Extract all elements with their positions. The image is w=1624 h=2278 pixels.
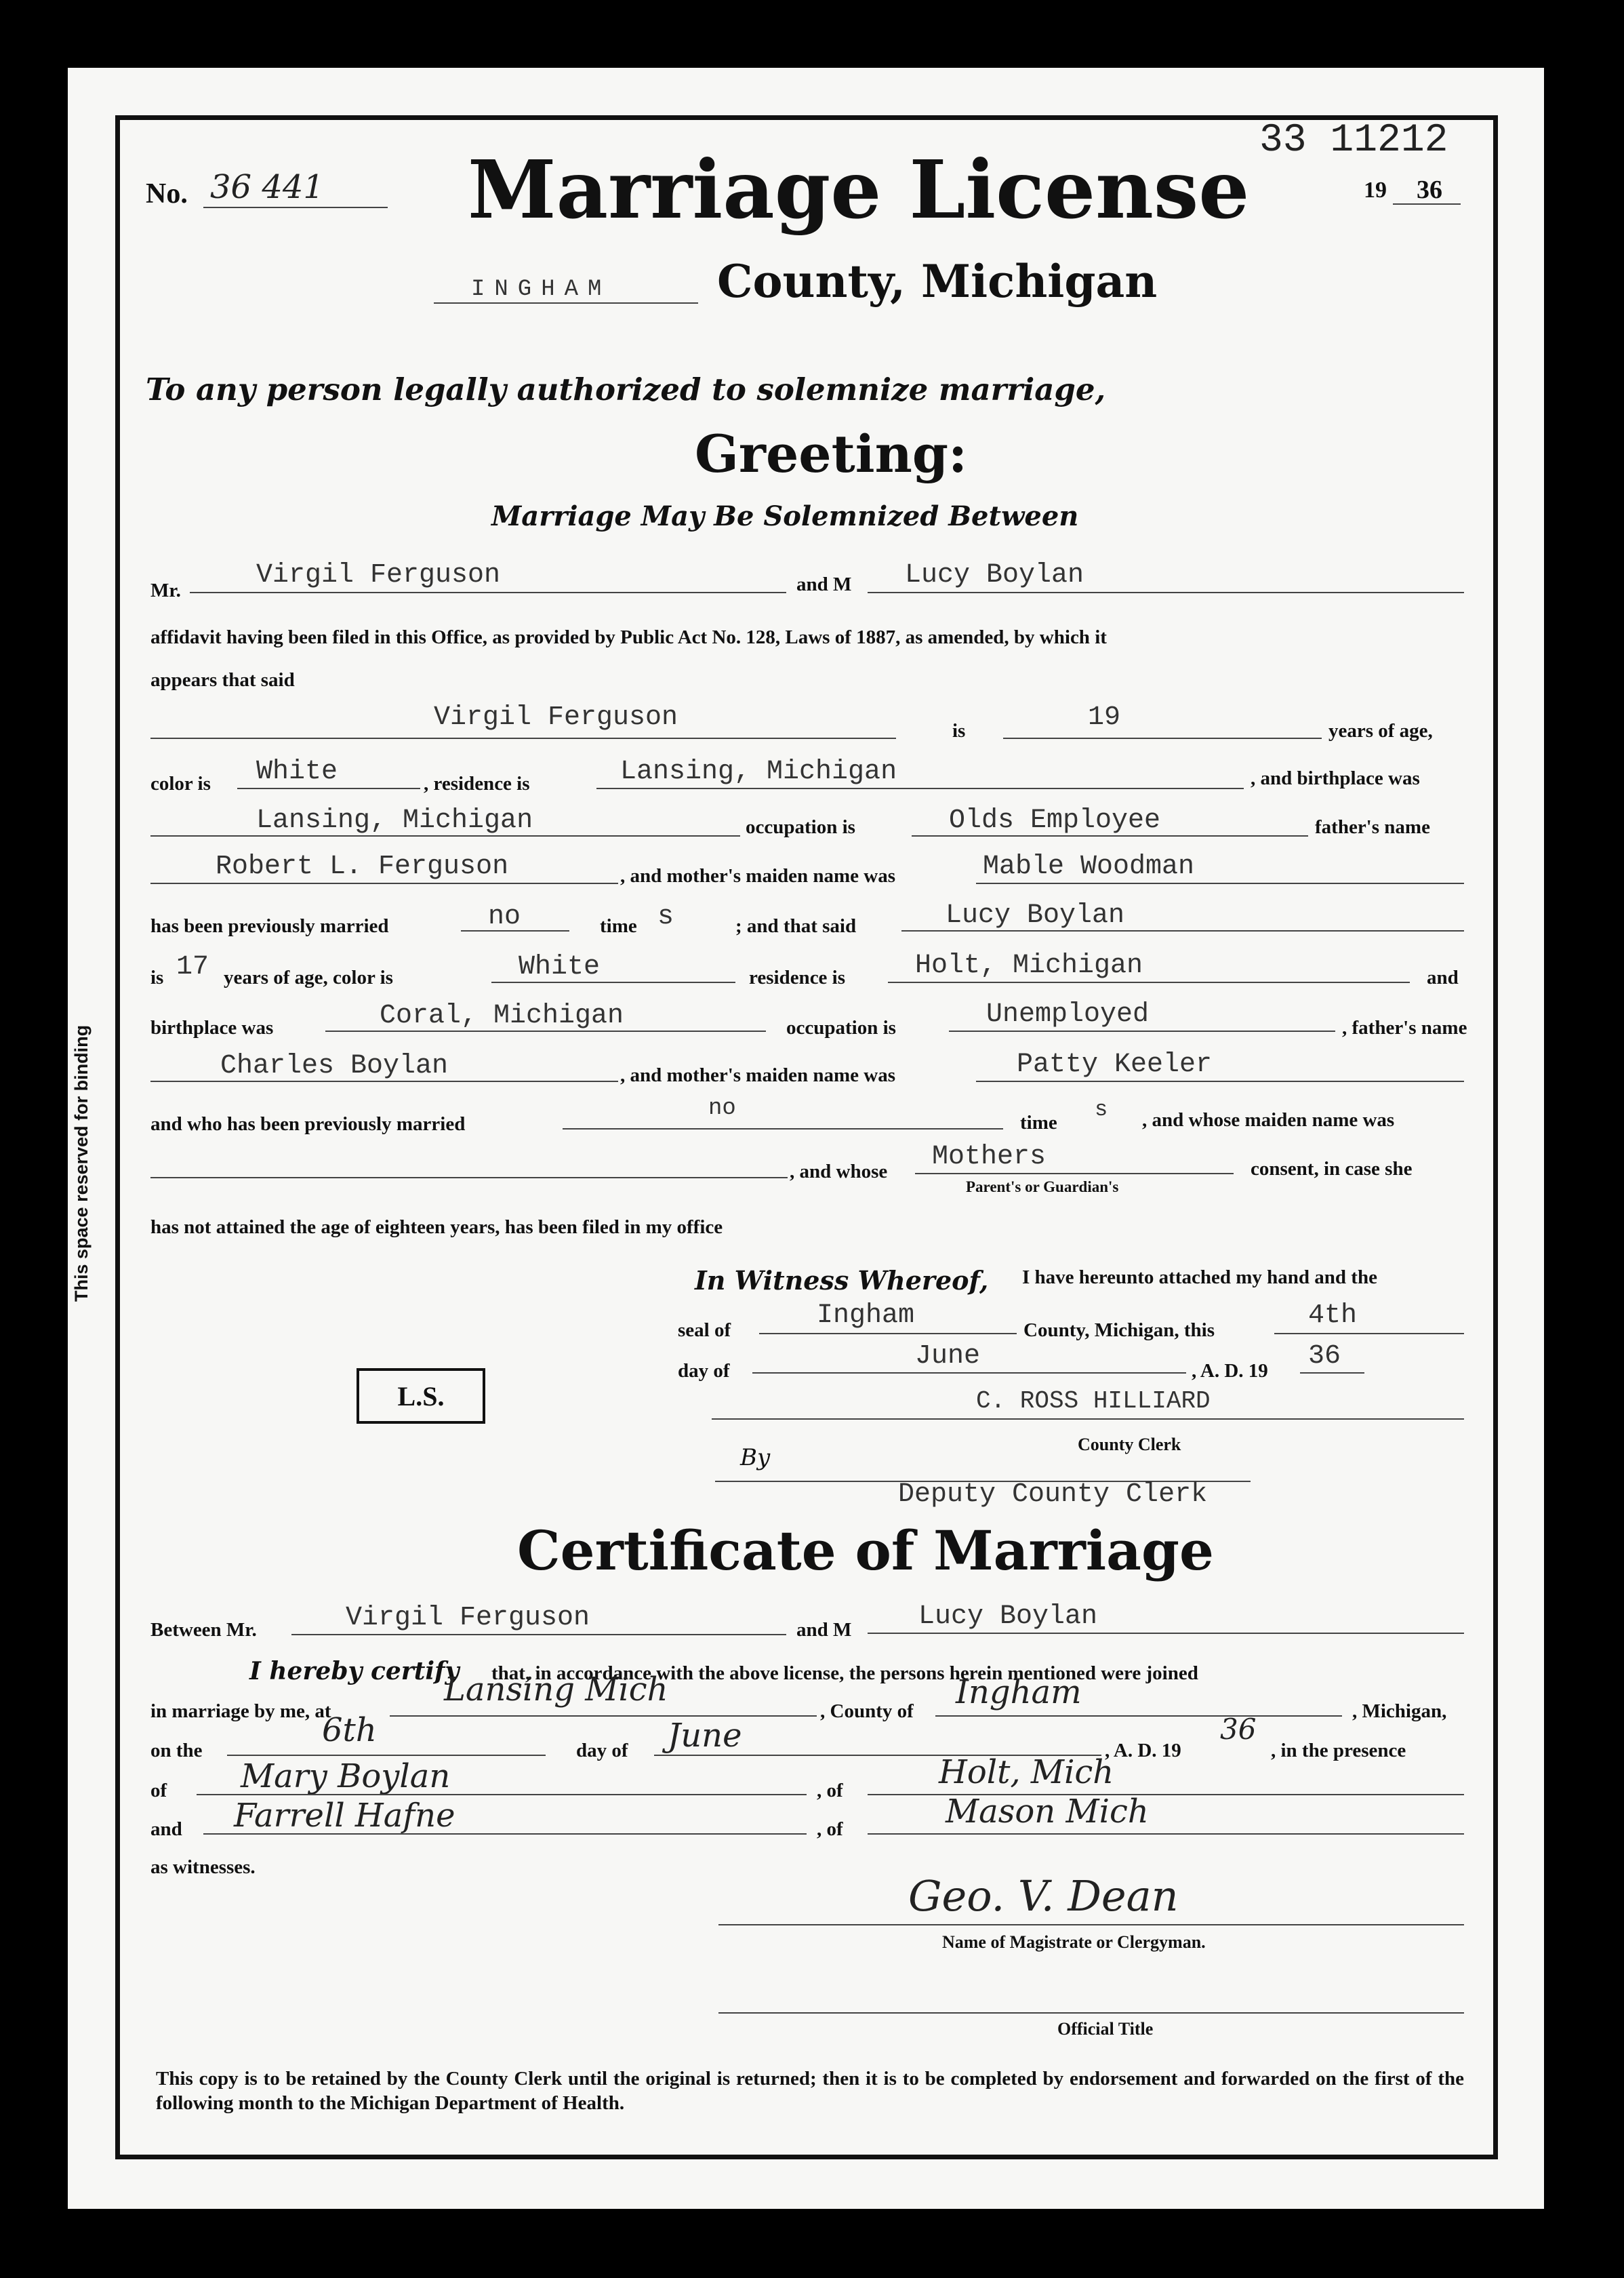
consent-label: consent, in case she [1251,1158,1413,1180]
groom-father-line [150,883,618,884]
groom-times: s [657,902,674,932]
groom-age-line [1003,738,1322,739]
signature-line [718,1924,1464,1925]
year-line [1393,203,1461,205]
bride-residence: Holt, Michigan [915,951,1143,981]
as-witnesses-label: as witnesses. [150,1856,256,1878]
marriage-place-line [390,1715,817,1717]
marriage-county: Ingham [956,1673,1082,1711]
groom-occupation-line [912,835,1308,837]
color-label: color is [150,773,211,795]
county-name: INGHAM [471,277,611,302]
day-of-label: day of [678,1360,730,1382]
official-title-label: Official Title [1057,2019,1154,2039]
footer-note: This copy is to be retained by the County Clerk until the original is returned; then it is to be completed by endorsement and forwarded on the first of the following month to the Michigan Department of Health. [156,2068,1464,2114]
marriage-day-line [227,1755,546,1756]
marriage-day: 6th [322,1711,377,1749]
bride-father-line [150,1081,618,1082]
marriage-place: Lansing Mich [444,1671,668,1708]
witness-2: Farrell Hafne [234,1797,455,1835]
michigan-label: , Michigan, [1352,1700,1447,1722]
document-title: Marriage License [468,142,1250,237]
county-heading: County, Michigan [717,255,1158,308]
prev-married-label: has been previously married [150,915,389,937]
groom-occupation: Olds Employee [949,805,1161,836]
cert-bride: Lucy Boylan [918,1601,1098,1632]
bride-name-2: Lucy Boylan [946,900,1125,931]
seal-county-line [759,1333,1017,1334]
years-label: years of age, [1328,720,1433,742]
bride-name-line [868,592,1464,593]
and-that-said-label: ; and that said [735,915,857,937]
clerk-label: County Clerk [1078,1435,1181,1454]
cert-groom-line [291,1634,786,1635]
groom-prev-married: no [488,902,521,932]
birthplace-was-label: , and birthplace was [1251,767,1420,789]
clerk-name: C. ROSS HILLIARD [976,1387,1211,1415]
deputy-label: Deputy County Clerk [898,1479,1208,1510]
cert-ad-label: , A. D. 19 [1105,1740,1181,1761]
on-the-label: on the [150,1740,203,1761]
groom-name: Virgil Ferguson [256,560,501,591]
county-of-label: , County of [820,1700,914,1722]
is-label: is [952,720,966,742]
issue-month-line [752,1372,1186,1374]
mothers-maiden-label-2: , and mother's maiden name was [620,1064,896,1086]
residence-label-2: residence is [749,967,846,988]
bride-times: s [1095,1097,1108,1122]
bride-birthplace-line [325,1031,766,1032]
groom-mother-line [976,883,1464,884]
is-label-2: is [150,967,164,988]
time-label: time [600,915,637,937]
and-label: and [1427,967,1459,988]
issue-month: June [915,1341,981,1372]
issue-year: 36 [1308,1341,1341,1372]
whose-maiden-label: , and whose maiden name was [1142,1109,1395,1131]
groom-father: Robert L. Ferguson [216,852,509,882]
magistrate-label: Name of Magistrate or Clergyman. [942,1932,1206,1952]
bride-occupation: Unemployed [986,999,1150,1030]
bride-mother-line [976,1081,1464,1082]
maiden-name-line [150,1177,788,1178]
groom-name-2-line [150,738,896,739]
witness-1: Mary Boylan [241,1757,451,1795]
consent-value: Mothers [932,1142,1047,1172]
cert-day-of-label: day of [576,1740,628,1761]
document-border [115,115,1498,2159]
marriage-year: 36 [1220,1713,1257,1746]
occupation-label: occupation is [746,816,855,838]
and-m-label: and M [796,574,852,595]
cert-groom: Virgil Ferguson [346,1603,590,1633]
appears-label: appears that said [150,669,295,691]
groom-birthplace-line [150,835,740,837]
seal-county: Ingham [817,1300,915,1331]
bride-color-line [491,982,735,983]
issue-day: 4th [1308,1300,1358,1331]
county-line [434,302,698,304]
issue-day-line [1274,1333,1464,1334]
serial-number: 33 11212 [1259,119,1448,163]
official-title-line [718,2012,1464,2014]
bride-name-2-line [901,930,1464,932]
ad-label: , A. D. 19 [1192,1360,1268,1382]
bride-age: 17 [176,952,209,982]
between-heading: Marriage May Be Solemnized Between [491,500,1079,532]
binding-note: This space reserved for binding [71,1024,92,1302]
bride-residence-line [888,982,1410,983]
by-label: By [740,1444,771,1471]
issue-year-line [1300,1372,1364,1374]
between-mr-label: Between Mr. [150,1619,257,1641]
witness-line-1: I have hereunto attached my hand and the [1022,1266,1377,1288]
of-label: of [150,1780,167,1801]
birthplace-label: birthplace was [150,1017,274,1039]
time-label-2: time [1020,1112,1057,1134]
presence-label: , in the presence [1271,1740,1406,1761]
clerk-line [712,1418,1464,1420]
occupation-label-2: occupation is [786,1017,896,1039]
of-label-3: , of [817,1818,843,1840]
witness-2-place: Mason Mich [946,1793,1149,1831]
seal-of-label: seal of [678,1319,731,1341]
groom-residence: Lansing, Michigan [620,757,897,787]
witness-heading: In Witness Whereof, [695,1265,989,1296]
year-suffix: 36 [1417,176,1442,204]
seal-box: L.S. [357,1368,485,1424]
mothers-maiden-label: , and mother's maiden name was [620,865,896,887]
groom-birthplace: Lansing, Michigan [256,805,533,836]
and-whose-label: , and whose [790,1161,888,1182]
residence-label: , residence is [424,773,530,795]
groom-name-2: Virgil Ferguson [434,702,678,733]
consent-line [915,1173,1234,1174]
years-color-label: years of age, color is [224,967,393,988]
cert-bride-line [868,1633,1464,1634]
witness-2-place-line [868,1833,1464,1835]
witness-2-line [203,1833,807,1835]
marriage-county-line [935,1715,1342,1717]
license-number-label: No. [146,178,188,209]
cert-and-m-label: and M [796,1619,852,1641]
certificate-title: Certificate of Marriage [517,1519,1214,1582]
county-michigan-label: County, Michigan, this [1023,1319,1215,1341]
witness-1-place: Holt, Mich [939,1753,1114,1791]
year-prefix: 19 [1364,178,1387,203]
bride-mother: Patty Keeler [1017,1050,1213,1080]
groom-name-line [190,592,786,593]
in-marriage-label: in marriage by me, at [150,1700,331,1722]
marriage-month: June [668,1717,742,1755]
mr-label: Mr. [150,580,181,601]
groom-residence-line [596,788,1244,789]
groom-prev-married-line [461,930,569,932]
bride-birthplace: Coral, Michigan [380,1001,624,1031]
certify-text: that, in accordance with the above license, the persons herein mentioned were joined [491,1662,1198,1684]
groom-color-line [237,788,420,789]
greeting: Greeting: [695,424,968,484]
address-line: To any person legally authorized to solemnize marriage, [146,372,1106,407]
who-prev-label: and who has been previously married [150,1113,466,1135]
bride-occupation-line [949,1031,1335,1032]
bride-color: White [519,952,601,982]
bride-father: Charles Boylan [220,1051,449,1081]
fathers-name-label: father's name [1315,816,1430,838]
officiant-signature: Geo. V. Dean [908,1871,1179,1921]
groom-color: White [256,757,338,787]
not-attained-text: has not attained the age of eighteen years, has been filed in my office [150,1216,723,1238]
license-number: 36 441 [210,168,324,206]
fathers-name-label-2: , father's name [1342,1017,1467,1039]
parent-guardian-label: Parent's or Guardian's [966,1178,1119,1195]
witness-1-line [197,1794,807,1795]
license-number-line [203,207,388,208]
certify-bold: I hereby certify [249,1657,460,1685]
groom-mother: Mable Woodman [983,852,1195,882]
of-label-2: , of [817,1780,843,1801]
bride-name: Lucy Boylan [905,560,1084,591]
groom-age: 19 [1088,702,1121,733]
bride-prev-married: no [708,1096,736,1121]
affidavit-text: affidavit having been filed in this Office, as provided by Public Act No. 128, Laws of 1887, as amended, by which it [150,626,1107,648]
and-witness-label: and [150,1818,182,1840]
bride-prev-married-line [563,1128,1003,1130]
